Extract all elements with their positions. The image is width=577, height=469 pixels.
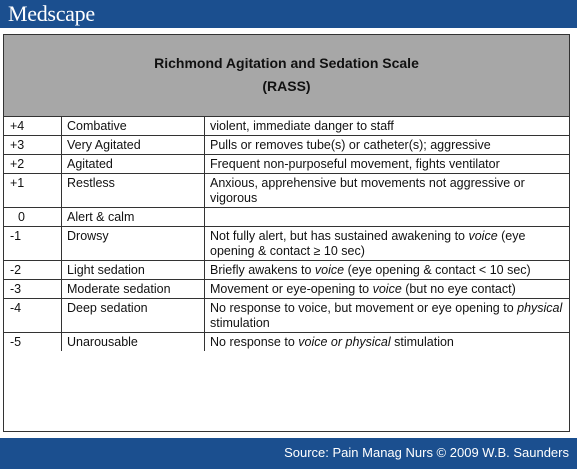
table-row (4, 333, 569, 352)
score-cell: +2 (4, 155, 62, 174)
score-cell: -1 (4, 227, 62, 261)
description-cell (205, 208, 570, 227)
score-cell: +1 (4, 174, 62, 208)
figure-panel (0, 28, 577, 438)
description-cell: Not fully alert, but has sustained awakening to voice (eye opening & contact ≥ 10 sec) (205, 227, 570, 261)
description-cell: violent, immediate danger to staff (205, 117, 570, 136)
score-cell: -4 (4, 299, 62, 333)
description-cell: Frequent non-purposeful movement, fights ventilator (205, 155, 570, 174)
table-title-box (4, 35, 569, 117)
rass-table-container (3, 34, 570, 432)
table-row (4, 136, 569, 155)
term-cell: Light sedation (62, 261, 205, 280)
table-subtitle: (RASS) (262, 78, 311, 94)
term-cell: Alert & calm (62, 208, 205, 227)
term-cell: Restless (62, 174, 205, 208)
table-row (4, 117, 569, 136)
score-cell: +3 (4, 136, 62, 155)
description-cell: No response to voice, but movement or eye opening to physical stimulation (205, 299, 570, 333)
score-cell: -2 (4, 261, 62, 280)
term-cell: Unarousable (62, 333, 205, 352)
term-cell: Very Agitated (62, 136, 205, 155)
description-cell: No response to voice or physical stimulation (205, 333, 570, 352)
description-cell: Pulls or removes tube(s) or catheter(s); aggressive (205, 136, 570, 155)
score-cell: +4 (4, 117, 62, 136)
table-row (4, 299, 569, 333)
term-cell: Moderate sedation (62, 280, 205, 299)
score-cell: 0 (4, 208, 62, 227)
medscape-logo[interactable]: Medscape (8, 1, 95, 26)
term-cell: Deep sedation (62, 299, 205, 333)
footer-bar (0, 438, 577, 469)
score-cell: -3 (4, 280, 62, 299)
description-cell: Anxious, apprehensive but movements not aggressive or vigorous (205, 174, 570, 208)
table-row (4, 208, 569, 227)
term-cell: Drowsy (62, 227, 205, 261)
table-row (4, 227, 569, 261)
table-row (4, 261, 569, 280)
table-row (4, 155, 569, 174)
source-citation: Source: Pain Manag Nurs © 2009 W.B. Saunders (284, 445, 569, 460)
description-cell: Movement or eye-opening to voice (but no eye contact) (205, 280, 570, 299)
table-row (4, 174, 569, 208)
table-title: Richmond Agitation and Sedation Scale (154, 55, 419, 71)
table-row (4, 280, 569, 299)
description-cell: Briefly awakens to voice (eye opening & contact < 10 sec) (205, 261, 570, 280)
rass-table (4, 117, 569, 351)
term-cell: Combative (62, 117, 205, 136)
term-cell: Agitated (62, 155, 205, 174)
score-cell: -5 (4, 333, 62, 352)
header-bar (0, 0, 577, 28)
